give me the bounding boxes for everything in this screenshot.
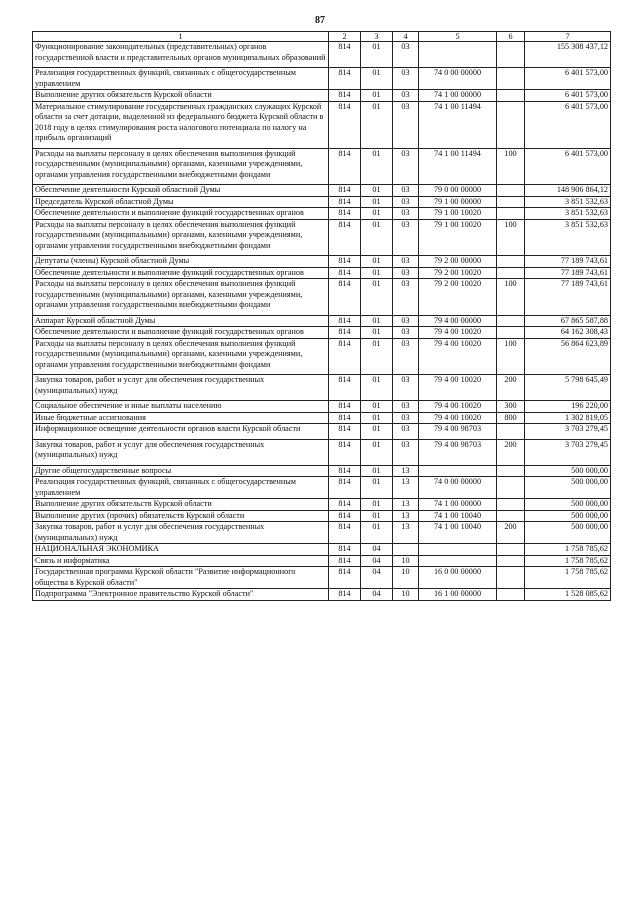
section-code: 01 [361,148,393,185]
subsection-code: 13 [393,510,419,522]
item-name: Расходы на выплаты персоналу в целях обеспечения выполнения функций государственными (муниципальными) органами, казенными учреждениями, органами управления государственными внебюджетными фондами [33,219,329,256]
subsection-code: 03 [393,196,419,208]
department-code: 814 [329,208,361,220]
item-name: Закупка товаров, работ и услуг для обеспечения государственных (муниципальных) нужд [33,439,329,465]
department-code: 814 [329,589,361,601]
subsection-code: 03 [393,424,419,440]
column-header: 4 [393,32,419,42]
expense-type-code [497,499,525,511]
department-code: 814 [329,148,361,185]
amount: 77 189 743,61 [525,267,611,279]
expense-type-code [497,424,525,440]
item-name: Закупка товаров, работ и услуг для обеспечения государственных (муниципальных) нужд [33,375,329,401]
section-code: 04 [361,555,393,567]
table-row [33,267,611,279]
subsection-code: 03 [393,185,419,197]
expense-type-code [497,477,525,499]
expense-type-code [497,42,525,68]
subsection-code: 13 [393,477,419,499]
subsection-code: 03 [393,219,419,256]
amount: 500 000,00 [525,477,611,499]
subsection-code: 03 [393,68,419,90]
item-name: Обеспечение деятельности и выполнение функций государственных органов [33,267,329,279]
section-code: 01 [361,338,393,375]
section-code: 01 [361,424,393,440]
item-name: Председатель Курской областной Думы [33,196,329,208]
table-row [33,101,611,148]
department-code: 814 [329,279,361,316]
department-code: 814 [329,401,361,413]
department-code: 814 [329,315,361,327]
target-article-code [419,465,497,477]
target-article-code: 79 4 00 10020 [419,401,497,413]
expense-type-code: 200 [497,375,525,401]
target-article-code: 74 1 00 11494 [419,101,497,148]
expense-type-code [497,315,525,327]
item-name: Социальное обеспечение и иные выплаты населению [33,401,329,413]
expense-type-code: 200 [497,439,525,465]
table-row [33,544,611,556]
subsection-code: 03 [393,375,419,401]
expense-type-code [497,101,525,148]
amount: 155 308 437,12 [525,42,611,68]
amount: 1 758 785,62 [525,567,611,589]
section-code: 04 [361,544,393,556]
expense-type-code: 100 [497,148,525,185]
expense-type-code [497,567,525,589]
target-article-code: 74 1 00 11494 [419,148,497,185]
item-name: НАЦИОНАЛЬНАЯ ЭКОНОМИКА [33,544,329,556]
section-code: 01 [361,465,393,477]
target-article-code: 79 4 00 00000 [419,315,497,327]
expense-type-code [497,589,525,601]
section-code: 01 [361,412,393,424]
section-code: 01 [361,477,393,499]
table-row [33,375,611,401]
department-code: 814 [329,424,361,440]
item-name: Информационное освещение деятельности органов власти Курской области [33,424,329,440]
subsection-code: 13 [393,499,419,511]
target-article-code [419,555,497,567]
amount: 6 401 573,00 [525,101,611,148]
item-name: Расходы на выплаты персоналу в целях обеспечения выполнения функций государственными (муниципальными) органами, казенными учреждениями, органами управления государственными внебюджетными фондами [33,279,329,316]
section-code: 01 [361,219,393,256]
target-article-code: 79 2 00 10020 [419,267,497,279]
amount: 5 798 645,49 [525,375,611,401]
target-article-code: 79 4 00 10020 [419,412,497,424]
target-article-code: 74 0 00 00000 [419,477,497,499]
section-code: 04 [361,567,393,589]
table-row [33,90,611,102]
section-code: 01 [361,327,393,339]
target-article-code: 16 0 00 00000 [419,567,497,589]
amount: 500 000,00 [525,522,611,544]
amount: 500 000,00 [525,510,611,522]
target-article-code: 79 4 00 10020 [419,338,497,375]
amount: 148 906 864,12 [525,185,611,197]
amount: 3 851 532,63 [525,208,611,220]
table-row [33,338,611,375]
expense-type-code [497,68,525,90]
item-name: Аппарат Курской областной Думы [33,315,329,327]
section-code: 01 [361,522,393,544]
department-code: 814 [329,412,361,424]
table-row [33,315,611,327]
item-name: Функционирование законодательных (представительных) органов государственной власти и представительных органов муниципальных образований [33,42,329,68]
subsection-code: 03 [393,90,419,102]
expense-type-code [497,327,525,339]
department-code: 814 [329,499,361,511]
expense-type-code [497,267,525,279]
section-code: 01 [361,68,393,90]
target-article-code: 79 0 00 00000 [419,185,497,197]
amount: 1 528 085,62 [525,589,611,601]
target-article-code [419,42,497,68]
expense-type-code [497,465,525,477]
table-row [33,279,611,316]
target-article-code: 74 1 00 10040 [419,510,497,522]
department-code: 814 [329,375,361,401]
section-code: 01 [361,439,393,465]
amount: 3 851 532,63 [525,219,611,256]
target-article-code: 79 1 00 00000 [419,196,497,208]
target-article-code: 79 4 00 10020 [419,327,497,339]
target-article-code: 16 1 00 00000 [419,589,497,601]
subsection-code: 03 [393,267,419,279]
table-row [33,401,611,413]
subsection-code: 10 [393,589,419,601]
item-name: Выполнение других обязательств Курской области [33,499,329,511]
target-article-code: 74 1 00 10040 [419,522,497,544]
section-code: 01 [361,510,393,522]
department-code: 814 [329,90,361,102]
department-code: 814 [329,267,361,279]
amount: 1 758 785,62 [525,555,611,567]
column-header: 5 [419,32,497,42]
amount: 6 401 573,00 [525,68,611,90]
table-body [33,42,611,601]
item-name: Расходы на выплаты персоналу в целях обеспечения выполнения функций государственными (муниципальными) органами, казенными учреждениями, органами управления государственными внебюджетными фондами [33,338,329,375]
subsection-code: 03 [393,42,419,68]
item-name: Обеспечение деятельности и выполнение функций государственных органов [33,208,329,220]
column-header: 1 [33,32,329,42]
subsection-code: 10 [393,567,419,589]
expense-type-code [497,90,525,102]
expense-type-code: 800 [497,412,525,424]
section-code: 01 [361,185,393,197]
table-row [33,42,611,68]
column-number-row [33,32,611,42]
column-header: 3 [361,32,393,42]
amount: 500 000,00 [525,499,611,511]
item-name: Подпрограмма "Электронное правительство Курской области" [33,589,329,601]
subsection-code: 13 [393,465,419,477]
expense-type-code [497,208,525,220]
expense-type-code [497,510,525,522]
table-row [33,555,611,567]
target-article-code: 79 2 00 10020 [419,279,497,316]
item-name: Депутаты (члены) Курской областной Думы [33,256,329,268]
expense-type-code [497,185,525,197]
subsection-code: 03 [393,256,419,268]
department-code: 814 [329,439,361,465]
amount: 1 302 819,05 [525,412,611,424]
amount: 77 189 743,61 [525,256,611,268]
amount: 3 703 279,45 [525,424,611,440]
item-name: Закупка товаров, работ и услуг для обеспечения государственных (муниципальных) нужд [33,522,329,544]
department-code: 814 [329,42,361,68]
department-code: 814 [329,544,361,556]
subsection-code: 03 [393,279,419,316]
subsection-code: 03 [393,412,419,424]
column-header: 6 [497,32,525,42]
amount: 3 851 532,63 [525,196,611,208]
section-code: 01 [361,42,393,68]
subsection-code [393,544,419,556]
department-code: 814 [329,327,361,339]
target-article-code: 74 0 00 00000 [419,68,497,90]
section-code: 01 [361,196,393,208]
expense-type-code: 300 [497,401,525,413]
item-name: Выполнение других (прочих) обязательств Курской области [33,510,329,522]
target-article-code: 79 1 00 10020 [419,208,497,220]
item-name: Другие общегосударственные вопросы [33,465,329,477]
amount: 196 220,00 [525,401,611,413]
expense-type-code: 100 [497,279,525,316]
table-row [33,510,611,522]
section-code: 01 [361,499,393,511]
table-row [33,589,611,601]
subsection-code: 03 [393,315,419,327]
department-code: 814 [329,101,361,148]
table-row [33,465,611,477]
section-code: 01 [361,375,393,401]
amount: 3 703 279,45 [525,439,611,465]
item-name: Выполнение других обязательств Курской области [33,90,329,102]
amount: 67 865 587,88 [525,315,611,327]
subsection-code: 03 [393,327,419,339]
target-article-code: 79 1 00 10020 [419,219,497,256]
subsection-code: 10 [393,555,419,567]
page-number: 87 [315,15,325,26]
table-row [33,412,611,424]
item-name: Обеспечение деятельности Курской областной Думы [33,185,329,197]
table-row [33,148,611,185]
item-name: Иные бюджетные ассигнования [33,412,329,424]
subsection-code: 13 [393,522,419,544]
amount: 1 758 785,62 [525,544,611,556]
budget-table [32,31,611,601]
amount: 77 189 743,61 [525,279,611,316]
table-row [33,477,611,499]
target-article-code: 79 4 00 98703 [419,439,497,465]
expense-type-code: 200 [497,522,525,544]
department-code: 814 [329,68,361,90]
target-article-code: 74 1 00 00000 [419,90,497,102]
target-article-code [419,544,497,556]
section-code: 01 [361,256,393,268]
item-name: Государственная программа Курской области "Развитие информационного общества в Курской области" [33,567,329,589]
subsection-code: 03 [393,439,419,465]
expense-type-code [497,196,525,208]
table-row [33,424,611,440]
section-code: 01 [361,90,393,102]
table-row [33,208,611,220]
amount: 6 401 573,00 [525,148,611,185]
column-header: 2 [329,32,361,42]
department-code: 814 [329,465,361,477]
table-row [33,439,611,465]
table-row [33,499,611,511]
subsection-code: 03 [393,338,419,375]
table-row [33,327,611,339]
department-code: 814 [329,256,361,268]
expense-type-code [497,544,525,556]
table-row [33,68,611,90]
subsection-code: 03 [393,208,419,220]
department-code: 814 [329,555,361,567]
expense-type-code [497,555,525,567]
item-name: Связь и информатика [33,555,329,567]
subsection-code: 03 [393,101,419,148]
amount: 6 401 573,00 [525,90,611,102]
department-code: 814 [329,567,361,589]
target-article-code: 79 4 00 98703 [419,424,497,440]
department-code: 814 [329,219,361,256]
table-row [33,522,611,544]
section-code: 01 [361,101,393,148]
table-row [33,196,611,208]
item-name: Материальное стимулирование государственных гражданских служащих Курской области за счет дотации, выделенной из федерального бюджета Курской области в 2018 году в целях стимулирования роста налогового потенциала по налогу на прибыль организаций [33,101,329,148]
target-article-code: 79 4 00 10020 [419,375,497,401]
department-code: 814 [329,510,361,522]
amount: 56 864 623,89 [525,338,611,375]
target-article-code: 79 2 00 00000 [419,256,497,268]
table-row [33,567,611,589]
department-code: 814 [329,185,361,197]
item-name: Реализация государственных функций, связанных с общегосударственным управлением [33,477,329,499]
table-row [33,219,611,256]
section-code: 01 [361,279,393,316]
subsection-code: 03 [393,401,419,413]
table-row [33,185,611,197]
item-name: Реализация государственных функций, связанных с общегосударственным управлением [33,68,329,90]
section-code: 01 [361,401,393,413]
item-name: Обеспечение деятельности и выполнение функций государственных органов [33,327,329,339]
department-code: 814 [329,477,361,499]
subsection-code: 03 [393,148,419,185]
item-name: Расходы на выплаты персоналу в целях обеспечения выполнения функций государственными (муниципальными) органами, казенными учреждениями, органами управления государственными внебюджетными фондами [33,148,329,185]
target-article-code: 74 1 00 00000 [419,499,497,511]
amount: 500 000,00 [525,465,611,477]
table-row [33,256,611,268]
column-header: 7 [525,32,611,42]
section-code: 01 [361,315,393,327]
section-code: 01 [361,267,393,279]
section-code: 04 [361,589,393,601]
expense-type-code: 100 [497,338,525,375]
department-code: 814 [329,522,361,544]
expense-type-code [497,256,525,268]
section-code: 01 [361,208,393,220]
department-code: 814 [329,338,361,375]
department-code: 814 [329,196,361,208]
expense-type-code: 100 [497,219,525,256]
amount: 64 162 308,43 [525,327,611,339]
